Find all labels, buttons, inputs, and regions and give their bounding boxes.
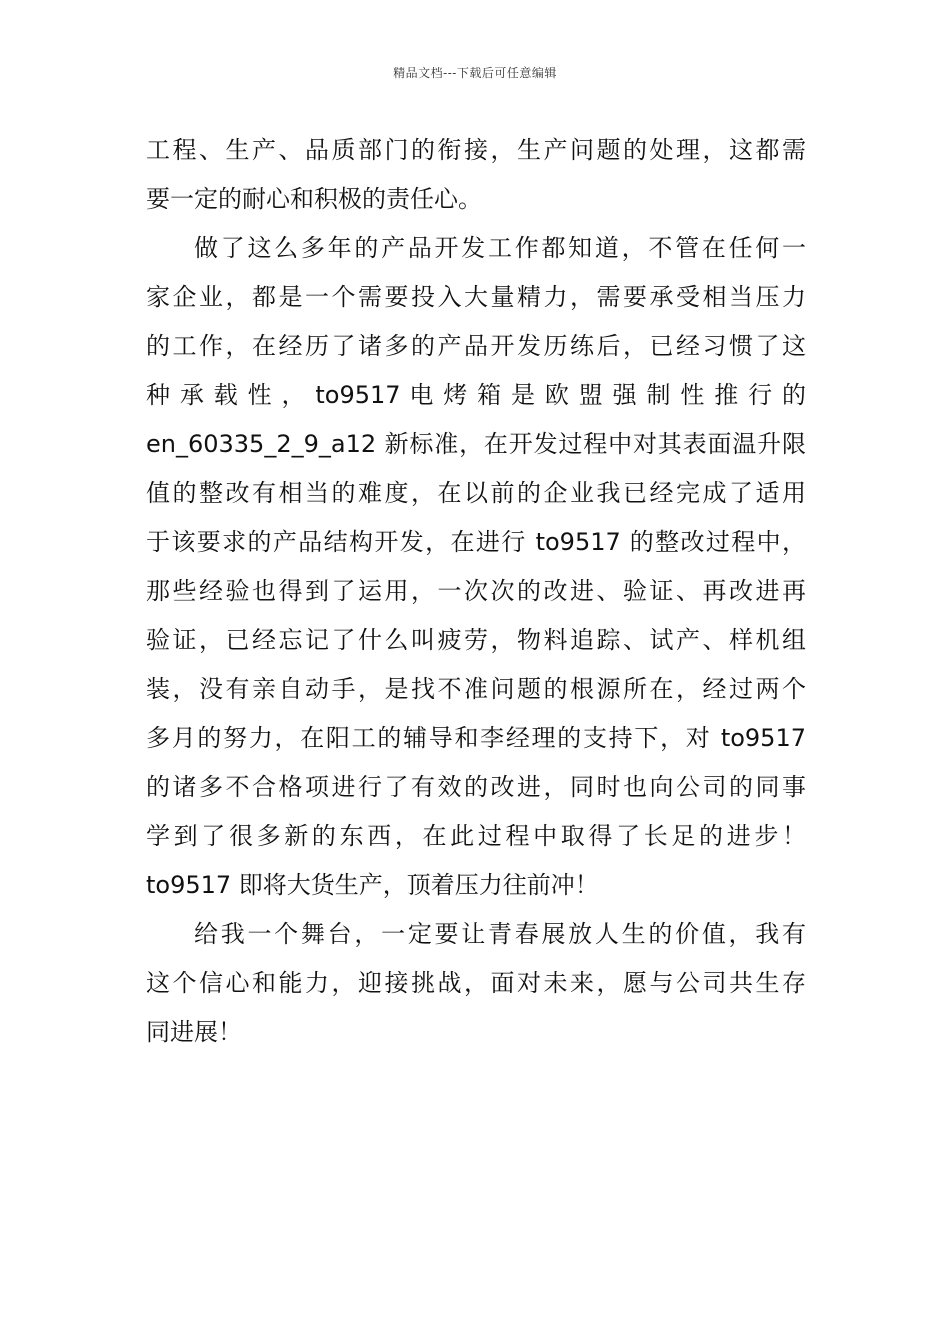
text-line: en_60335_2_9_a12 新标准，在开发过程中对其表面温升限 (146, 430, 806, 458)
text-line: 给我一个舞台，一定要让青春展放人生的价值，我有 (194, 920, 806, 948)
text-line: 要一定的耐心和积极的责任心。 (146, 185, 482, 213)
text-line: 多月的努力，在阳工的辅导和李经理的支持下，对 to9517 (146, 724, 806, 752)
paragraph-3 (146, 910, 806, 1057)
text-line: 同进展！ (146, 1018, 242, 1046)
text-line: 值的整改有相当的难度，在以前的企业我已经完成了适用 (146, 479, 806, 507)
page-header: 精品文档---下载后可任意编辑 (393, 66, 557, 80)
text-line: 这个信心和能力，迎接挑战，面对未来，愿与公司共生存 (146, 969, 806, 997)
text-line: 学到了很多新的东西，在此过程中取得了长足的进步！ (146, 822, 806, 850)
text-line: 的诸多不合格项进行了有效的改进，同时也向公司的同事 (146, 773, 806, 801)
paragraph-2 (146, 224, 806, 910)
document-body (146, 126, 806, 1057)
text-line: 验证，已经忘记了什么叫疲劳，物料追踪、试产、样机组 (146, 626, 806, 654)
text-line: 工程、生产、品质部门的衔接，生产问题的处理，这都需 (146, 136, 806, 164)
text-line: 装，没有亲自动手，是找不准问题的根源所在，经过两个 (146, 675, 806, 703)
text-line: 于该要求的产品结构开发，在进行 to9517 的整改过程中， (146, 528, 806, 556)
text-line: 那些经验也得到了运用，一次次的改进、验证、再改进再 (146, 577, 806, 605)
text-line: 做了这么多年的产品开发工作都知道，不管在任何一 (194, 234, 806, 262)
text-line: 家企业，都是一个需要投入大量精力，需要承受相当压力 (146, 283, 806, 311)
text-line: 的工作，在经历了诸多的产品开发历练后，已经习惯了这 (146, 332, 806, 360)
text-line: 种 承 载 性 ， to9517 电 烤 箱 是 欧 盟 强 制 性 推 行 的 (146, 381, 806, 409)
paragraph-1 (146, 126, 806, 224)
text-line: to9517 即将大货生产，顶着压力往前冲！ (146, 871, 599, 899)
